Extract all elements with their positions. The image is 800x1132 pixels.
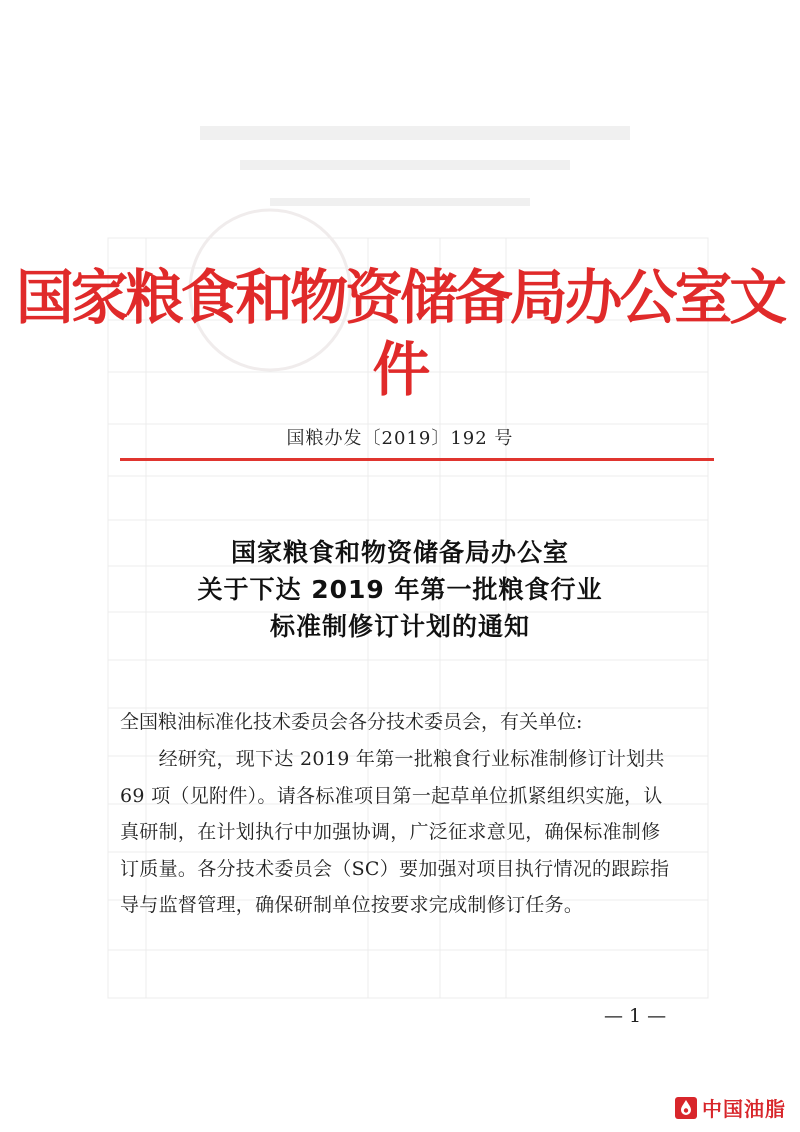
masthead-title: 国家粮食和物资储备局办公室文件	[15, 263, 785, 404]
red-divider-rule	[120, 458, 714, 461]
watermark-logo	[674, 1093, 786, 1122]
body-line: 真研制，在计划执行中加强协调，广泛征求意见，确保标准制修	[120, 821, 661, 843]
document-number: 国粮办发〔2019〕192 号	[286, 428, 514, 449]
notice-title-line: 标准制修订计划的通知	[269, 612, 530, 641]
watermark-text: 中国油脂	[702, 1097, 786, 1121]
notice-title	[0, 534, 800, 645]
oil-drop-logo-icon	[674, 1096, 698, 1120]
body-line: 订质量。各分技术委员会（SC）要加强对项目执行情况的跟踪指	[120, 857, 670, 880]
salutation: 全国粮油标准化技术委员会各分技术委员会，有关单位:	[120, 711, 583, 733]
body-paragraph	[120, 741, 720, 924]
body-line: 导与监督管理，确保研制单位按要求完成制修订任务。	[120, 894, 584, 916]
page-number: — 1 —	[604, 1005, 667, 1027]
body-line: 69 项（见附件）。请各标准项目第一起草单位抓紧组织实施，认	[120, 784, 663, 807]
body-line: 经研究，现下达 2019 年第一批粮食行业标准制修订计划共	[120, 748, 665, 770]
notice-title-line: 关于下达 2019 年第一批粮食行业	[197, 575, 603, 604]
notice-title-line: 国家粮食和物资储备局办公室	[230, 538, 569, 567]
